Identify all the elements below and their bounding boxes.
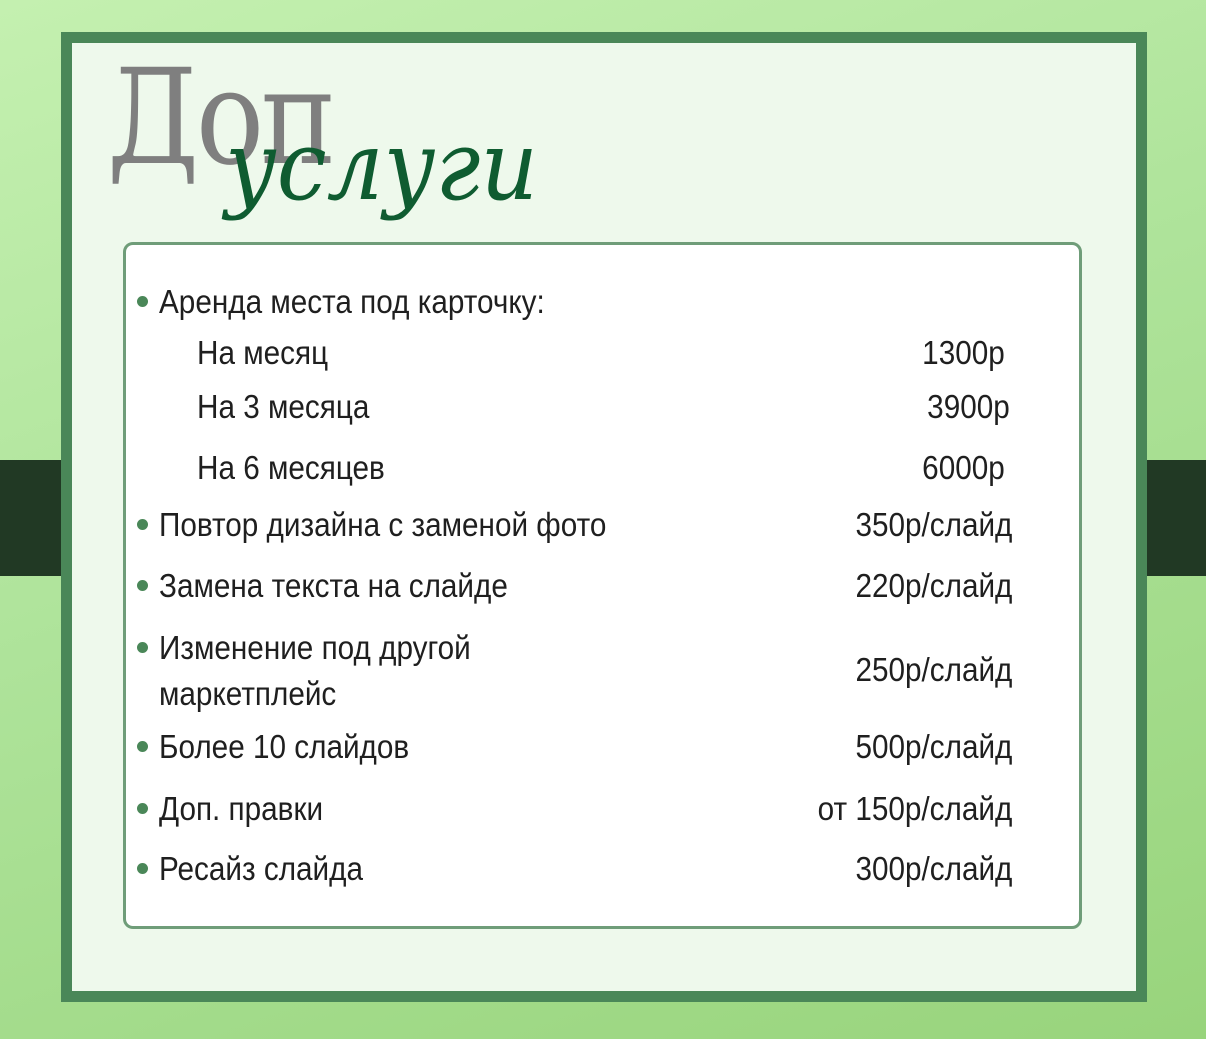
service-label: Доп. правки [159, 790, 324, 827]
bullet-icon [137, 803, 148, 814]
bullet-icon [137, 580, 148, 591]
title-line-1: Доп [107, 41, 333, 195]
bullet-icon [137, 296, 148, 307]
rent-item-price: 1300р [922, 334, 1005, 371]
rent-heading: Аренда места под карточку: [159, 283, 545, 320]
service-price: от 150р/слайд [817, 790, 1012, 827]
bullet-icon [137, 741, 148, 752]
service-price: 500р/слайд [855, 728, 1012, 765]
rent-item-price: 6000р [922, 449, 1005, 486]
service-price: 300р/слайд [855, 850, 1012, 887]
bullet-icon [137, 863, 148, 874]
bullet-icon [137, 642, 148, 653]
service-label-continued: маркетплейс [159, 675, 337, 712]
service-label: Повтор дизайна с заменой фото [159, 506, 607, 543]
service-price: 250р/слайд [855, 651, 1012, 688]
title-line-2: услуги [225, 110, 539, 222]
service-price: 220р/слайд [855, 567, 1012, 604]
rent-item-label: На 3 месяца [197, 388, 370, 425]
service-label: Замена текста на слайде [159, 567, 508, 604]
rent-item-label: На 6 месяцев [197, 449, 385, 486]
service-price: 350р/слайд [855, 506, 1012, 543]
bullet-icon [137, 519, 148, 530]
service-label: Изменение под другой [159, 629, 471, 666]
service-label: Ресайз слайда [159, 850, 363, 887]
rent-item-label: На месяц [197, 334, 329, 371]
rent-item-price: 3900р [927, 388, 1010, 425]
service-label: Более 10 слайдов [159, 728, 410, 765]
